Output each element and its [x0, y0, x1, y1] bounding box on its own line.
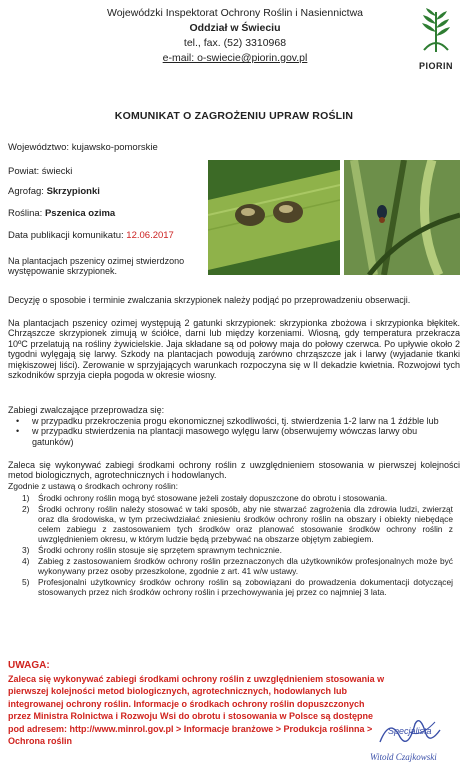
pub-date-label: Data publikacji komunikatu: [8, 230, 127, 241]
field-voivodeship: Województwo: kujawsko-pomorskie [8, 142, 158, 153]
signature-role: Specjalista [388, 726, 432, 736]
crop-value: Pszenica ozima [44, 208, 116, 219]
photo-beetle-on-stalk [344, 160, 460, 275]
law-item-number: 2) [22, 504, 30, 514]
field-agrofag [8, 186, 100, 198]
signature-name: Witold Czajkowski [370, 752, 437, 762]
institution-name: Wojewódzki Inspektorat Ochrony Roślin i Nasiennictwa [107, 7, 363, 19]
law-item-number: 3) [22, 545, 30, 555]
law-item [8, 504, 453, 544]
law-item [8, 493, 453, 503]
law-item-text: Środki ochrony roślin stosuje się sprzętem sprawnym technicznie. [38, 545, 282, 555]
warning-block [8, 660, 388, 748]
warning-label: UWAGA: [8, 660, 50, 671]
email-link[interactable]: e-mail: o-swiecie@piorin.gov.pl [162, 52, 308, 64]
wheat-logo-icon [416, 6, 456, 54]
field-county: Powiat: świecki [8, 166, 73, 177]
para-biology: Na plantacjach pszenicy ozimej występują 2 gatunki skrzypionek: skrzypionka zbożowa i skrzypionka błękitek. Chrząszcze skrzypionek zimują w ściółce, darni lub między korzeniami. Wiosną, gdy temperatura przekracza 10ºC przelatują na rośliny żywicielskie. Jaja składane są od połowy maja do połowy czerwca. Po upływie około 2 tygodni wylęgają się larwy. Szkody na plantacjach powodują zarówno chrząszcze jak i larwy (wyjadanie tkanki miękiszowej liści). Zerowanie w sprzyjających warunkach rozpoczyna się w II dekadzie kwietnia. Rozwojowi tych szkodników sprzyja ciepła pogoda w okresie wiosny. [8, 318, 460, 381]
law-item [8, 556, 453, 576]
field-crop [8, 208, 115, 220]
law-item-text: Środki ochrony roślin mogą być stosowane jeżeli zostały dopuszczone do obrotu i stosowania. [38, 493, 388, 503]
phone-fax: tel., fax. (52) 3310968 [183, 37, 287, 49]
logo-text: PIORIN [418, 61, 453, 71]
para-law-intro: Zgodnie z ustawą o środkach ochrony roślin: [8, 481, 179, 491]
law-item [8, 545, 453, 555]
treatment-bullets [8, 416, 458, 447]
law-item-text: Środki ochrony roślin należy stosować w taki sposób, aby nie stwarzać zagrożenia dla zdrowia ludzi, zwierząt oraz dla środowiska, w tym przeciwdziałać zniesieniu środków ochrony roślin na obszary i obiekty niebędące celem zabiegu z zastosowaniem tych środków oraz planować stosowanie środków ochrony roślin z uwzględnieniem okresu, w którym ludzie będą przebywać na obszarze objętym zabiegiem. [38, 504, 453, 544]
agrofag-value: Skrzypionki [46, 186, 100, 197]
warning-text: Zaleca się wykonywać zabiegi środkami ochrony roślin z uwzględnieniem stosowania w pierwszej kolejności metod biologicznych, agrotechnicznych, hodowlanych lub integrowanej ochrony roślin. Informacje o środkach ochrony roślin dopuszczonych przez Ministra Rolnictwa i Rozwoju Wsi do obrotu i stosowania w Polsce są dostępne pod adresem: http://www.minrol.gov.pl > Informacje branżowe > Produkcja roślinna > Ochrona roślin [8, 673, 385, 746]
law-item-text: Zabieg z zastosowaniem środków ochrony roślin przeznaczonych dla użytkowników profesjonalnych może być wykonywany przez osoby przeszkolone, zgodnie z art. 41 w/w ustawy. [38, 556, 453, 576]
law-item [8, 577, 453, 597]
piorin-logo [412, 6, 460, 72]
para-occurrence: Na plantacjach pszenicy ozimej stwierdzono występowanie skrzypionek. [8, 256, 185, 277]
law-list [8, 493, 453, 598]
para-treatment-intro: Zabiegi zwalczające przeprowadza się: [8, 405, 165, 415]
header [70, 6, 400, 66]
bullet-mass-hatching: • w przypadku stwierdzenia na plantacji masowego wylęgu larw (obserwujemy wówczas larwy obu gatunków) [8, 426, 458, 447]
law-item-number: 1) [22, 493, 30, 503]
bullet-threshold: • w przypadku przekroczenia progu ekonomicznej szkodliwości, tj. stwierdzenia 1-2 larw na 1 źdźble lub [8, 416, 458, 426]
crop-label: Roślina: [8, 208, 45, 219]
page-title: KOMUNIKAT O ZAGROŻENIU UPRAW ROŚLIN [114, 110, 354, 122]
law-item-number: 4) [22, 556, 30, 566]
law-item-text: Profesjonalni użytkownicy środków ochrony roślin są zobowiązani do prowadzenia dokumentacji dotyczącej stosowanych przez nich środków ochrony roślin i przechowywania jej przez co najmniej 3 lata. [38, 577, 453, 597]
photo-beetles-on-leaf [208, 160, 340, 275]
para-decision: Decyzję o sposobie i terminie zwalczania skrzypionek należy podjąć po przeprowadzeniu obserwacji. [8, 295, 411, 305]
branch-name: Oddział w Świeciu [189, 22, 281, 34]
field-pub-date [8, 230, 174, 242]
para-recommendation: Zaleca się wykonywać zabiegi środkami ochrony roślin z uwzględnieniem stosowania w pierwszej kolejności metod biologicznych, agrotechnicznych i hodowlanych. [8, 460, 460, 481]
agrofag-label: Agrofag: [8, 186, 47, 197]
law-item-number: 5) [22, 577, 30, 587]
handwritten-signature-icon [360, 712, 460, 752]
pub-date-value: 12.06.2017 [126, 230, 174, 241]
signature-block [360, 712, 460, 767]
